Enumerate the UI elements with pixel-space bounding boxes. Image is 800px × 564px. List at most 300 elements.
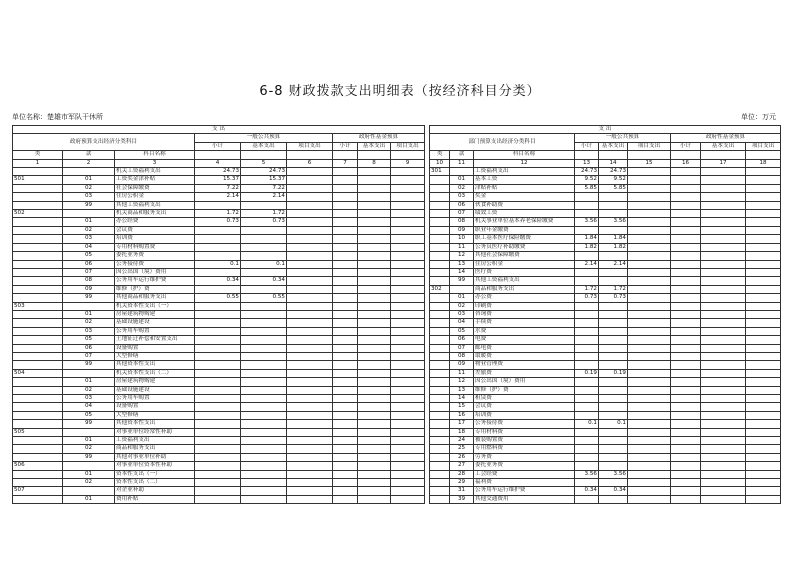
right-table-row xyxy=(430,428,781,436)
left-subtotal xyxy=(195,352,241,360)
right-subtotal xyxy=(575,378,599,386)
left-item-name: 委托业务费 xyxy=(115,252,195,260)
right-basic-expense xyxy=(599,352,628,360)
right-item-name: 工资福利支出 xyxy=(474,168,575,176)
right-section-code: 10 xyxy=(450,235,474,243)
left-basic-expense xyxy=(241,479,287,487)
left-subtotal xyxy=(195,495,241,503)
right-item-name: 商品和服务支出 xyxy=(474,285,575,293)
right-subtotal xyxy=(575,361,599,369)
right-fund-cell xyxy=(671,378,701,386)
left-fund-cell xyxy=(333,243,358,251)
right-fund-cell xyxy=(671,428,701,436)
left-project-expense xyxy=(287,226,333,234)
right-basic-expense xyxy=(599,277,628,285)
currency-unit-label: 单位：万元 xyxy=(741,113,776,121)
right-basic-expense: 3.56 xyxy=(599,218,628,226)
right-item-name: 医疗费 xyxy=(474,268,575,276)
right-section-code: 12 xyxy=(450,252,474,260)
left-project-expense xyxy=(287,420,333,428)
left-subtotal: 0.55 xyxy=(195,294,241,302)
left-item-name: 工资奖金津补贴 xyxy=(115,176,195,184)
left-colnum-row xyxy=(13,159,425,167)
left-col-number: 2 xyxy=(63,159,115,167)
left-fund-cell xyxy=(358,378,391,386)
left-fund-cell xyxy=(333,361,358,369)
right-fund-cell xyxy=(746,302,781,310)
left-fund-cell xyxy=(333,462,358,470)
left-table-row xyxy=(13,210,425,218)
left-fund-cell xyxy=(391,319,425,327)
left-basic-expense xyxy=(241,470,287,478)
right-fund-cell xyxy=(671,336,701,344)
right-category-code xyxy=(430,386,450,394)
left-project-expense xyxy=(287,336,333,344)
right-category-code xyxy=(430,184,450,192)
right-table-row xyxy=(430,285,781,293)
right-item-name: 水费 xyxy=(474,327,575,335)
right-fund-cell xyxy=(746,226,781,234)
right-subtotal xyxy=(575,193,599,201)
left-fund-cell xyxy=(358,243,391,251)
right-category-code xyxy=(430,235,450,243)
right-fund-cell xyxy=(671,470,701,478)
left-basic-expense xyxy=(241,201,287,209)
right-fund-cell xyxy=(671,235,701,243)
left-table-row xyxy=(13,176,425,184)
left-table-row xyxy=(13,201,425,209)
left-section-code: 01 xyxy=(63,495,115,503)
left-section-code: 05 xyxy=(63,252,115,260)
left-col-label: 基本支出 xyxy=(358,142,391,150)
left-fund-cell xyxy=(333,386,358,394)
left-project-expense xyxy=(287,495,333,503)
right-category-code xyxy=(430,428,450,436)
left-subtotal xyxy=(195,235,241,243)
right-section-code: 09 xyxy=(450,226,474,234)
right-fund-cell xyxy=(701,310,746,318)
right-basic-expense xyxy=(599,428,628,436)
right-subtotal: 0.1 xyxy=(575,420,599,428)
right-fund-cell xyxy=(701,395,746,403)
right-basic-expense xyxy=(599,361,628,369)
left-subtotal xyxy=(195,369,241,377)
right-item-name: 伙食补助费 xyxy=(474,201,575,209)
right-fund-cell xyxy=(701,218,746,226)
right-col-number: 16 xyxy=(671,159,701,167)
left-project-expense xyxy=(287,294,333,302)
right-table-row xyxy=(430,226,781,234)
left-section-code: 01 xyxy=(63,437,115,445)
right-fund-cell xyxy=(671,445,701,453)
left-item-name: 费用补贴 xyxy=(115,495,195,503)
right-col-label: 基本支出 xyxy=(701,142,746,150)
left-table-row xyxy=(13,378,425,386)
right-item-name: 培训费 xyxy=(474,411,575,419)
left-item-name: 土地征迁补偿和安置支出 xyxy=(115,336,195,344)
right-table-row xyxy=(430,403,781,411)
right-category-code xyxy=(430,243,450,251)
right-fund-cell xyxy=(701,420,746,428)
left-fund-cell xyxy=(391,378,425,386)
right-project-expense xyxy=(628,428,671,436)
right-section-code: 14 xyxy=(450,268,474,276)
left-table-row xyxy=(13,411,425,419)
right-col-label: 基本支出 xyxy=(599,142,628,150)
left-fund-cell xyxy=(333,260,358,268)
right-project-expense xyxy=(628,437,671,445)
left-project-expense xyxy=(287,260,333,268)
right-basic-expense: 1.82 xyxy=(599,243,628,251)
left-fund-cell xyxy=(358,302,391,310)
left-col-number: 9 xyxy=(391,159,425,167)
left-fund-cell xyxy=(391,210,425,218)
left-fund-cell xyxy=(333,294,358,302)
left-section-code: 99 xyxy=(63,361,115,369)
right-subtotal xyxy=(575,277,599,285)
left-fund-cell xyxy=(333,168,358,176)
left-expenditure-table xyxy=(12,125,425,504)
left-fund-cell xyxy=(358,437,391,445)
right-item-name: 职业年金缴费 xyxy=(474,226,575,234)
left-fund-cell xyxy=(358,411,391,419)
right-blank-cell xyxy=(628,151,671,159)
left-category-code xyxy=(13,277,63,285)
left-table-row xyxy=(13,285,425,293)
left-subtotal xyxy=(195,428,241,436)
left-basic-expense xyxy=(241,445,287,453)
right-table-row xyxy=(430,319,781,327)
right-project-expense xyxy=(628,420,671,428)
right-col-label: 类 xyxy=(430,151,450,159)
right-project-expense xyxy=(628,411,671,419)
left-category-code xyxy=(13,294,63,302)
right-category-code xyxy=(430,302,450,310)
left-basic-expense: 24.73 xyxy=(241,168,287,176)
right-fund-cell xyxy=(746,479,781,487)
left-basic-expense xyxy=(241,344,287,352)
left-project-expense xyxy=(287,243,333,251)
left-basic-expense xyxy=(241,395,287,403)
right-subtotal xyxy=(575,252,599,260)
right-fund-cell xyxy=(701,470,746,478)
left-fund-cell xyxy=(391,184,425,192)
right-col-label: 款 xyxy=(450,151,474,159)
right-fund-cell xyxy=(701,336,746,344)
right-subtotal xyxy=(575,336,599,344)
left-basic-expense: 0.34 xyxy=(241,277,287,285)
left-fund-cell xyxy=(333,226,358,234)
left-fund-cell xyxy=(391,479,425,487)
right-table-row xyxy=(430,277,781,285)
left-section-code: 01 xyxy=(63,470,115,478)
left-fund-cell xyxy=(333,403,358,411)
left-item-name: 工资福利支出 xyxy=(115,437,195,445)
left-item-name: 因公出国（境）费用 xyxy=(115,268,195,276)
left-fund-cell xyxy=(358,428,391,436)
left-basic-expense: 1.72 xyxy=(241,210,287,218)
left-item-name: 其他资本性支出 xyxy=(115,420,195,428)
left-fund-cell xyxy=(358,462,391,470)
right-subtotal: 5.85 xyxy=(575,184,599,192)
left-subtotal xyxy=(195,302,241,310)
left-fund-cell xyxy=(391,420,425,428)
left-category-code: 505 xyxy=(13,428,63,436)
right-subtotal xyxy=(575,462,599,470)
right-item-name: 邮电费 xyxy=(474,344,575,352)
right-basic-expense xyxy=(599,403,628,411)
right-table-row xyxy=(430,184,781,192)
right-item-name: 工会经费 xyxy=(474,470,575,478)
right-fund-cell xyxy=(701,487,746,495)
left-subtotal xyxy=(195,445,241,453)
right-item-name: 专用燃料费 xyxy=(474,445,575,453)
right-item-name: 基本工资 xyxy=(474,176,575,184)
left-fund-cell xyxy=(333,487,358,495)
left-basic-expense xyxy=(241,369,287,377)
left-section-code: 05 xyxy=(63,411,115,419)
left-item-name: 公务接待费 xyxy=(115,260,195,268)
left-fund-cell xyxy=(333,428,358,436)
right-fund-cell xyxy=(746,361,781,369)
left-basic-expense: 0.1 xyxy=(241,260,287,268)
right-table-row xyxy=(430,294,781,302)
right-table-row xyxy=(430,218,781,226)
left-fund-cell xyxy=(358,386,391,394)
left-section-code: 01 xyxy=(63,176,115,184)
left-table-row xyxy=(13,361,425,369)
right-table-row xyxy=(430,210,781,218)
right-col-label: 项目支出 xyxy=(628,142,671,150)
right-project-expense xyxy=(628,176,671,184)
right-basic-expense: 0.19 xyxy=(599,369,628,377)
right-basic-expense xyxy=(599,252,628,260)
right-fund-cell xyxy=(746,260,781,268)
left-category-code xyxy=(13,470,63,478)
right-category-code xyxy=(430,344,450,352)
right-fund-cell xyxy=(746,277,781,285)
left-fund-cell xyxy=(391,218,425,226)
right-basic-expense xyxy=(599,453,628,461)
right-fund-cell xyxy=(701,260,746,268)
right-subtotal xyxy=(575,302,599,310)
left-project-expense xyxy=(287,210,333,218)
right-section-code: 13 xyxy=(450,260,474,268)
right-item-name: 手续费 xyxy=(474,319,575,327)
left-table-row xyxy=(13,336,425,344)
right-category-code xyxy=(430,277,450,285)
right-subtotal: 3.56 xyxy=(575,218,599,226)
right-basic-expense: 0.34 xyxy=(599,487,628,495)
right-fund-cell xyxy=(701,193,746,201)
right-fund-cell xyxy=(671,252,701,260)
left-category-code: 507 xyxy=(13,487,63,495)
right-fund-cell xyxy=(746,336,781,344)
left-fund-cell xyxy=(358,344,391,352)
right-basic-expense xyxy=(599,344,628,352)
right-item-name: 住房公积金 xyxy=(474,260,575,268)
right-fund-cell xyxy=(701,235,746,243)
left-table-row xyxy=(13,302,425,310)
left-section-code: 03 xyxy=(63,193,115,201)
right-subtotal xyxy=(575,437,599,445)
left-fund-cell xyxy=(333,479,358,487)
left-section-code: 99 xyxy=(63,294,115,302)
left-subtotal xyxy=(195,420,241,428)
left-project-expense xyxy=(287,386,333,394)
right-item-name: 因公出国（境）费用 xyxy=(474,378,575,386)
left-project-expense xyxy=(287,310,333,318)
left-col-number: 8 xyxy=(358,159,391,167)
right-table-row xyxy=(430,201,781,209)
left-table-row xyxy=(13,294,425,302)
right-section-row xyxy=(430,126,781,134)
left-blank-cell xyxy=(358,151,391,159)
left-fund-cell xyxy=(391,462,425,470)
left-fund-cell xyxy=(391,395,425,403)
right-fund-cell xyxy=(671,319,701,327)
left-fund-cell xyxy=(358,260,391,268)
right-category-code xyxy=(430,319,450,327)
right-category-code xyxy=(430,310,450,318)
right-fund-cell xyxy=(746,411,781,419)
right-basic-expense xyxy=(599,437,628,445)
right-fund-cell xyxy=(671,193,701,201)
left-project-expense xyxy=(287,268,333,276)
left-basic-expense xyxy=(241,226,287,234)
left-project-expense xyxy=(287,403,333,411)
right-fund-cell xyxy=(671,344,701,352)
right-category-code xyxy=(430,495,450,503)
right-fund-cell xyxy=(746,319,781,327)
left-fund-cell xyxy=(358,470,391,478)
left-subtotal xyxy=(195,285,241,293)
right-group-general-budget: 一般公共预算 xyxy=(575,134,671,142)
left-fund-cell xyxy=(391,495,425,503)
right-fund-cell xyxy=(746,168,781,176)
right-basic-expense xyxy=(599,319,628,327)
left-table-row xyxy=(13,235,425,243)
left-basic-expense xyxy=(241,327,287,335)
right-category-code xyxy=(430,294,450,302)
right-basic-expense xyxy=(599,327,628,335)
left-fund-cell xyxy=(333,411,358,419)
right-category-code xyxy=(430,252,450,260)
left-fund-cell xyxy=(333,495,358,503)
right-fund-cell xyxy=(671,277,701,285)
right-blank-cell xyxy=(701,151,746,159)
left-basic-expense xyxy=(241,462,287,470)
right-project-expense xyxy=(628,395,671,403)
left-category-code xyxy=(13,226,63,234)
left-fund-cell xyxy=(391,327,425,335)
right-subtotal: 24.73 xyxy=(575,168,599,176)
left-subtotal xyxy=(195,361,241,369)
right-project-expense xyxy=(628,260,671,268)
left-col-label: 基本支出 xyxy=(241,142,287,150)
left-table-row xyxy=(13,369,425,377)
right-section-code: 24 xyxy=(450,437,474,445)
right-section-code: 28 xyxy=(450,470,474,478)
left-subtotal: 0.1 xyxy=(195,260,241,268)
left-fund-cell xyxy=(391,302,425,310)
right-fund-cell xyxy=(701,319,746,327)
right-subtotal xyxy=(575,395,599,403)
left-section-code: 03 xyxy=(63,395,115,403)
right-fund-cell xyxy=(746,369,781,377)
right-fund-cell xyxy=(746,495,781,503)
left-fund-cell xyxy=(333,369,358,377)
right-fund-cell xyxy=(746,184,781,192)
right-fund-cell xyxy=(746,344,781,352)
left-subtotal xyxy=(195,226,241,234)
left-col-label: 项目支出 xyxy=(391,142,425,150)
left-col-number: 4 xyxy=(195,159,241,167)
right-project-expense xyxy=(628,445,671,453)
right-subtotal: 2.14 xyxy=(575,260,599,268)
left-basic-expense: 0.73 xyxy=(241,218,287,226)
left-fund-cell xyxy=(391,252,425,260)
left-col-number: 7 xyxy=(333,159,358,167)
left-fund-cell xyxy=(358,336,391,344)
right-project-expense xyxy=(628,403,671,411)
left-basic-expense xyxy=(241,243,287,251)
right-basic-expense: 1.84 xyxy=(599,235,628,243)
right-basic-expense xyxy=(599,226,628,234)
left-item-name: 机关商品和服务支出 xyxy=(115,210,195,218)
right-fund-cell xyxy=(671,218,701,226)
left-subtotal xyxy=(195,268,241,276)
left-table-row xyxy=(13,252,425,260)
right-fund-cell xyxy=(671,176,701,184)
left-fund-cell xyxy=(358,487,391,495)
right-category-code xyxy=(430,453,450,461)
left-item-name: 基础设施建设 xyxy=(115,319,195,327)
left-fund-cell xyxy=(333,235,358,243)
right-fund-cell xyxy=(701,268,746,276)
left-subtotal xyxy=(195,403,241,411)
right-fund-cell xyxy=(746,428,781,436)
left-table-row xyxy=(13,352,425,360)
left-fund-cell xyxy=(333,420,358,428)
left-fund-cell xyxy=(391,445,425,453)
right-basic-expense xyxy=(599,495,628,503)
left-section-code: 02 xyxy=(63,184,115,192)
right-table-row xyxy=(430,420,781,428)
right-project-expense xyxy=(628,378,671,386)
left-basic-expense xyxy=(241,403,287,411)
left-category-code xyxy=(13,243,63,251)
right-section-code: 39 xyxy=(450,495,474,503)
right-category-code xyxy=(430,176,450,184)
right-basic-expense xyxy=(599,310,628,318)
left-table-row xyxy=(13,479,425,487)
left-section-code xyxy=(63,462,115,470)
right-basic-expense: 24.73 xyxy=(599,168,628,176)
left-project-expense xyxy=(287,453,333,461)
left-fund-cell xyxy=(333,344,358,352)
left-item-name: 办公经费 xyxy=(115,218,195,226)
right-subtotal xyxy=(575,445,599,453)
left-fund-cell xyxy=(391,260,425,268)
left-table-row xyxy=(13,218,425,226)
left-item-name: 对企业补助 xyxy=(115,487,195,495)
right-item-name: 劳务费 xyxy=(474,453,575,461)
right-category-label-row xyxy=(430,151,781,159)
left-fund-cell xyxy=(358,479,391,487)
right-fund-cell xyxy=(671,386,701,394)
left-item-name: 其他商品和服务支出 xyxy=(115,294,195,302)
